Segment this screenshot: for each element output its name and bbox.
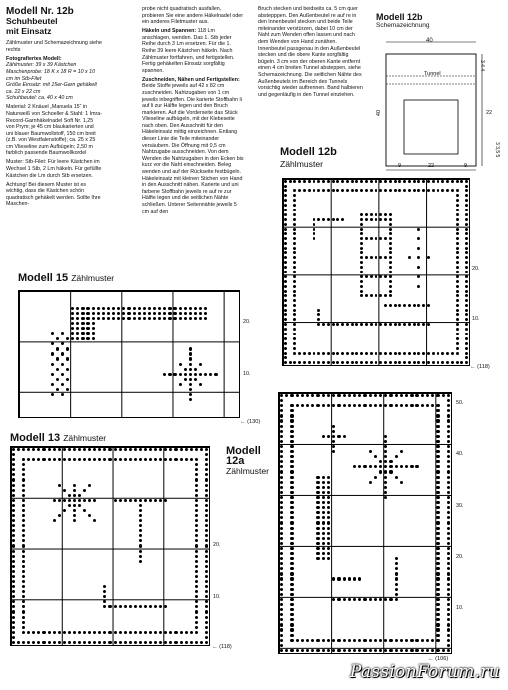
m12b-name: Modell 12b bbox=[280, 146, 337, 158]
m15-row-10: 10. bbox=[243, 371, 251, 377]
schema-tunnel-label: Tunnel bbox=[424, 71, 441, 77]
m12b-pattern-grid bbox=[282, 178, 470, 366]
m15-name: Modell 15 bbox=[18, 272, 69, 284]
schema-bottom-c: 9 bbox=[464, 163, 468, 169]
m12b-row-10: 10. bbox=[472, 316, 480, 322]
measure-line-1: Zählmuster: 39 x 39 Kästchen bbox=[6, 62, 77, 69]
m12b-row-20: 20. bbox=[472, 266, 480, 272]
m13-name: Modell 13 bbox=[10, 432, 61, 444]
measure-line-4: Schuhbeutel: ca. 40 x 40 cm bbox=[6, 95, 73, 102]
model-number: Modell Nr. 12b bbox=[6, 6, 74, 17]
schema-svg bbox=[376, 32, 504, 172]
schema-drawing bbox=[376, 12, 504, 172]
intro-text: Zählmuster und Schemazeichnung siehe rechts bbox=[6, 40, 102, 53]
instructions-column-2 bbox=[142, 6, 244, 218]
schema-bottom-b: 22 bbox=[428, 163, 435, 169]
m12b-title bbox=[280, 146, 337, 170]
schema-top-dim: 40 bbox=[426, 38, 433, 44]
schema-bottom-a: 9 bbox=[398, 163, 402, 169]
muster-text: Muster: Stb-Filet: Für leere Kästchen im Wechsel 1 Stb, 2 Lm häkeln. Für gefüllte Kästchen die Lm durch Stb ersetzen. bbox=[6, 159, 102, 179]
measure-line-3: Größe Einsatz: mit 15er-Garn gehäkelt ca. 22 x 22 cm bbox=[6, 82, 97, 95]
m15-subtitle: Zählmuster bbox=[71, 273, 115, 283]
title-line-2: mit Einsatz bbox=[6, 25, 52, 36]
m15-row-20: 20. bbox=[243, 319, 251, 325]
col2-p1: probe nicht quadratisch ausfallen, probieren Sie eine andere Häkelnadel oder ein anderes Filetmuster aus. bbox=[142, 6, 244, 26]
col2-p2: 118 Lm anschlagen, wenden. Das 1. Stb jeder Reihe durch 3 Lm ersetzen. Für die 1. Reihe 39 leere Kästchen häkeln. Nach Zählmuster fortfahren, und fertigstellen. Fertig gehäkelten Einsatz sorgfältig spannen. bbox=[142, 28, 235, 74]
pattern-cell bbox=[204, 640, 209, 645]
m13-row-20: 20. bbox=[213, 542, 221, 548]
title-line-1: Schuhbeutel bbox=[6, 16, 58, 26]
m12b-start-arrow: ← (118) bbox=[470, 364, 490, 370]
measure-line-2: Maschenprobe: 18 K x 18 R = 10 x 10 cm im Stb-Filet bbox=[6, 68, 96, 82]
schema-side-top: 3 4 4 bbox=[479, 60, 485, 72]
instructions-column-1 bbox=[6, 6, 102, 210]
m12a-subtitle: Zählmuster bbox=[226, 466, 269, 476]
m13-subtitle: Zählmuster bbox=[63, 433, 107, 443]
schema-side-bottom: 3 3,5 5 bbox=[494, 142, 500, 158]
col3-p1: Bruch stecken und beidseits ca. 5 cm quer abstepppen. Den Außenbeutel re auf re in den Innenbeutel stecken und beide Teile miteinander verstürzen, dabei 10 cm der Naht zum Wenden offen lassen und nach dem Wenden von Hand zunähen. Innenbeutel passgenau in den Außenbeutel stecken und die obere Kante sorgfältig bügeln. 3 cm von der oberen Kante entfernt einen 4 cm breiten Tunnel absteppen, siehe Schemazeichnung. Die seitlichen Nähte des Außenbeutels im Bereich des Tunnels vorsichtig wieder auftrennen. Band halbieren und gegenläufig in den Tunnel einziehen. bbox=[258, 6, 363, 98]
m12a-pattern-grid bbox=[278, 392, 452, 654]
schema-title: Modell 12b bbox=[376, 12, 423, 22]
schema-subtitle: Schemazeichnung bbox=[376, 22, 430, 29]
m13-start-arrow: ← (118) bbox=[212, 644, 232, 650]
m13-row-10: 10. bbox=[213, 594, 221, 600]
schema-right-dim: 22 bbox=[486, 110, 493, 116]
col2-heading-2: Zuschneiden, Nähen und Fertigstellen: bbox=[142, 76, 240, 83]
m15-start-arrow: ← (130) bbox=[240, 419, 261, 425]
m12b-subtitle: Zählmuster bbox=[280, 159, 323, 169]
m12a-title bbox=[226, 446, 269, 476]
material-text: Material: 2 Knäuel „Manuela 15“ in Naturweiß von Schoeller & Stahl: 1 Imra-Record-Garnhäkelnadel Soft Nr. 1,25 von Prym; je 45 cm blaukarierten und uni blauer Baumwollstoff, 150 cm breit (z.B. von Westfalenstoffe); ca. 25 x 25 cm Vlieseline zum Aufbügeln; 2,50 m farblich passende Baumwollkordel bbox=[6, 104, 102, 157]
pattern-cell bbox=[464, 360, 469, 365]
m15-title bbox=[18, 272, 114, 284]
m15-pattern-grid bbox=[18, 290, 240, 418]
m13-title bbox=[10, 432, 106, 444]
m12a-name2: 12a bbox=[226, 455, 245, 467]
measure-heading: Fotografiertes Modell: bbox=[6, 55, 62, 62]
schema-left-dim: 40 bbox=[376, 109, 383, 117]
col2-heading-1: Häkeln und Spannen: bbox=[142, 28, 197, 35]
m12a-name: Modell bbox=[226, 445, 261, 457]
instructions-column-3 bbox=[258, 6, 364, 101]
col2-p3: Beide Stoffe jeweils auf 42 x 82 cm zuschneiden. Nahtzugaben von 1 cm jeweils inbegriffen. Die karierte Stoffbahn li auf li zur Hälfte legen und den Bruch markieren. Auf die Vorderseite das Stück Vlieseline aufbügeln, mit der Klebeseite nach oben. Den Ausschnitt für den Häkeleinsatz mittig einzeichnen. Entlang dieser Linie die Teile miteinander versäubern. Die Öffnung mit 0,5 cm Nahtzugabe ausschneiden. Von dem Wenden die Nahtzugaben in den Ecken bis kurz vor die Naht einschneiden. Beleg wenden und auf der Rückseite festbügeln. Häkeleinsatz mit kleinen Stichen von Hand in den Ausschnitt nähen. Karierte und uni farbene Stoffbahn jeweils re auf re zur Hälfte legen und die seitlichen Nähte schließen. Unterer Seitennähte jeweils 5 cm auf den bbox=[142, 83, 244, 215]
achtung-text: Achtung! Bei diesem Muster ist es wichtig, dass die Kästchen schön quadratisch gehäkelt werden. Sollte Ihre Maschen- bbox=[6, 181, 101, 208]
pattern-cell bbox=[234, 412, 239, 417]
m13-pattern-grid bbox=[10, 446, 210, 646]
